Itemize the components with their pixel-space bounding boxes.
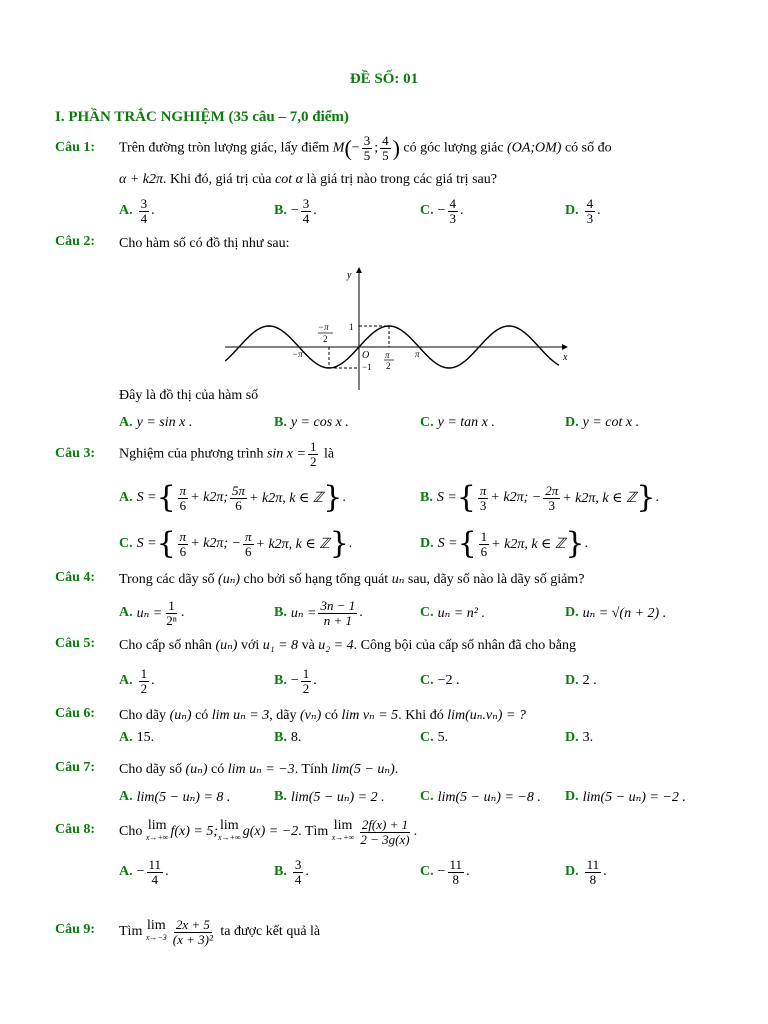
exam-title: ĐỀ SỐ: 01 xyxy=(349,71,419,87)
question-text-part: Cho dãy số xyxy=(119,762,182,777)
option-b[interactable] xyxy=(274,408,349,438)
answer-row xyxy=(55,726,723,750)
numerator: 1 xyxy=(168,597,175,613)
option-text: uₙ = √(n + 2) . xyxy=(582,605,667,621)
fraction xyxy=(543,484,560,513)
option-b[interactable]: B. − $\frac{3}{4}$ . xyxy=(274,195,317,226)
lim-word: lim xyxy=(333,818,353,833)
math-expr: f(x) = 5; xyxy=(170,824,219,839)
question-7 xyxy=(55,756,723,810)
fraction xyxy=(243,530,254,559)
question-text-part: sau, dãy số nào là dãy số giảm? xyxy=(407,572,585,587)
option-label: D. xyxy=(565,203,579,218)
option-b[interactable]: B. $\frac{3}{4}$ . xyxy=(274,856,309,887)
fraction xyxy=(301,197,312,226)
question-label: Câu 3: xyxy=(55,446,96,461)
denominator: 6 xyxy=(480,543,488,559)
option-label: C. xyxy=(420,789,434,804)
math-expr: lim uₙ = −3 xyxy=(227,762,295,777)
numerator: 11 xyxy=(449,856,463,872)
option-text: 5. xyxy=(437,730,449,745)
question-text-part: cho bởi số hạng tổng quát xyxy=(243,572,389,587)
option-c[interactable] xyxy=(420,782,541,812)
math-expr: α + k2π xyxy=(119,172,164,187)
fraction xyxy=(301,667,312,696)
set-prefix: S = xyxy=(437,536,458,551)
lim-word: lim xyxy=(146,918,166,933)
question-8 xyxy=(55,812,723,892)
numerator: 2π xyxy=(545,482,559,498)
option-b[interactable]: B. − $\frac{1}{2}$ . xyxy=(274,665,317,696)
question-text-part: . Khi đó xyxy=(398,708,444,723)
option-text: 15. xyxy=(136,730,155,745)
answer-row xyxy=(55,526,723,562)
question-text-part: ta được kết quả là xyxy=(220,924,321,939)
question-label: Câu 8: xyxy=(55,822,96,837)
question-text xyxy=(119,910,723,954)
option-label: D. xyxy=(565,864,579,879)
option-text: uₙ = n² . xyxy=(437,605,485,621)
option-label: B. xyxy=(274,673,287,688)
denominator: 2ⁿ xyxy=(166,612,177,628)
option-label: B. xyxy=(274,730,287,745)
question-label: Câu 1: xyxy=(55,140,96,155)
math-expr: sin x = xyxy=(266,446,306,462)
x-axis-label: x xyxy=(563,352,568,363)
origin-label: O xyxy=(362,350,370,361)
numerator: π xyxy=(179,482,187,498)
question-text-part: có góc lượng giác xyxy=(403,140,504,156)
option-label: A. xyxy=(119,490,133,505)
option-label: C. xyxy=(119,536,133,551)
option-a[interactable] xyxy=(119,726,154,750)
fraction xyxy=(139,197,150,226)
option-label: A. xyxy=(119,673,133,688)
option-label: C. xyxy=(420,673,434,688)
option-c[interactable] xyxy=(420,726,448,750)
limit-operator xyxy=(146,920,167,944)
option-c[interactable] xyxy=(420,666,460,696)
math-expr: u₁ = 8 xyxy=(262,638,299,653)
question-text-part: có xyxy=(324,708,338,723)
answer-row xyxy=(55,480,723,516)
tick-label: π xyxy=(385,350,390,360)
point-name: M xyxy=(332,140,345,156)
option-a[interactable]: A. S = { $\frac{\pi}{6}$ + k2π; $\frac{5\pi}{6}$ + k2π, k ∈ ℤ } . xyxy=(119,480,346,515)
question-4 xyxy=(55,568,723,632)
denominator: 6 xyxy=(235,497,242,513)
question-label: Câu 7: xyxy=(55,760,96,775)
set-prefix: S = xyxy=(136,490,157,505)
option-d[interactable] xyxy=(565,408,639,438)
question-label: Câu 5: xyxy=(55,636,96,651)
denominator: 3 xyxy=(548,497,555,513)
math-expr: uₙ = xyxy=(136,605,163,621)
question-text-part: . Công bội của cấp số nhân đã cho bằng xyxy=(353,638,576,653)
numerator: 3 xyxy=(363,133,371,148)
math-expr: (uₙ) xyxy=(218,572,241,587)
fraction xyxy=(448,197,459,226)
math-expr: + k2π; − xyxy=(190,536,241,551)
math-expr: cot α xyxy=(275,172,303,187)
math-expr: + k2π; − xyxy=(490,490,542,505)
option-d[interactable]: D. $\frac{4}{3}$ . xyxy=(565,195,601,226)
math-expr: + k2π, k ∈ ℤ xyxy=(491,536,566,552)
math-expr: (uₙ) xyxy=(185,762,208,777)
fraction xyxy=(164,599,179,628)
question-text-part: . Khi đó, giá trị của xyxy=(163,172,272,187)
option-label: B. xyxy=(420,490,433,505)
option-label: B. xyxy=(274,415,287,430)
option-label: C. xyxy=(420,415,434,430)
numerator: 5π xyxy=(232,482,246,498)
brace: { xyxy=(457,526,477,561)
brace: { xyxy=(156,526,176,561)
sign: − xyxy=(437,864,446,879)
denominator: 4 xyxy=(140,210,148,226)
numerator: π xyxy=(479,482,487,498)
denominator: 3 xyxy=(586,210,594,226)
numerator: 3n − 1 xyxy=(320,597,356,613)
option-label: D. xyxy=(565,789,579,804)
denominator: 5 xyxy=(382,148,389,163)
numerator: 11 xyxy=(148,856,162,872)
question-text-part: là xyxy=(323,446,335,462)
question-text-part: Cho cấp số nhân xyxy=(119,638,212,653)
option-d[interactable]: D. $\frac{11}{8}$ . xyxy=(565,856,607,887)
option-label: D. xyxy=(565,730,579,745)
function-graph xyxy=(225,266,575,391)
denominator: 3 xyxy=(449,210,457,226)
question-text-part: . xyxy=(394,762,399,777)
math-expr: + k2π, k ∈ ℤ xyxy=(249,490,324,506)
fraction xyxy=(178,484,189,513)
question-3 xyxy=(55,440,723,566)
option-a[interactable]: A. $\frac{3}{4}$ . xyxy=(119,195,155,226)
option-label: D. xyxy=(565,605,579,620)
lim-word: lim xyxy=(147,818,167,833)
limit-operator xyxy=(218,820,241,844)
question-text-part: và xyxy=(301,638,315,653)
fraction xyxy=(358,818,411,847)
brace: } xyxy=(323,480,343,515)
denominator: 3 xyxy=(479,497,487,513)
option-label: C. xyxy=(420,864,434,879)
brace: } xyxy=(329,526,349,561)
denominator: 4 xyxy=(294,871,302,887)
section-title: I. PHẦN TRẮC NGHIỆM (35 câu – 7,0 điểm) xyxy=(55,109,349,125)
question-text-part: Nghiệm của phương trình xyxy=(119,446,264,462)
fraction xyxy=(308,440,319,469)
question-text: Cho hàm số có đồ thị như sau: xyxy=(119,236,290,251)
question-text-part: Trên đường tròn lượng giác, lấy điểm xyxy=(119,140,330,156)
lim-word: lim xyxy=(220,818,239,833)
limit-operator xyxy=(332,820,355,844)
option-b[interactable]: B. S = { $\frac{\pi}{3}$ + k2π; − $\frac{2\pi}{3}$ + k2π, k ∈ ℤ } . xyxy=(420,480,659,515)
set-prefix: S = xyxy=(436,490,457,505)
numerator: 4 xyxy=(586,195,594,211)
fraction xyxy=(380,134,391,163)
question-6 xyxy=(55,704,723,754)
option-label: A. xyxy=(119,415,133,430)
option-label: A. xyxy=(119,203,133,218)
fraction xyxy=(478,484,489,513)
option-label: C. xyxy=(420,730,434,745)
option-a[interactable]: A. − $\frac{11}{4}$ . xyxy=(119,856,169,887)
tick-label: π xyxy=(415,349,420,359)
denominator: 6 xyxy=(179,497,187,513)
math-expr: + k2π, k ∈ ℤ xyxy=(255,536,330,552)
question-text-part: . Tính xyxy=(294,762,328,777)
option-label: D. xyxy=(420,536,434,551)
tick-label: 2 xyxy=(323,334,328,344)
numerator: 4 xyxy=(382,133,389,148)
math-expr: g(x) = −2 xyxy=(242,824,299,839)
option-text: y = cos x . xyxy=(290,415,349,430)
numerator: 4 xyxy=(449,195,457,211)
option-d[interactable] xyxy=(565,666,597,696)
brace: { xyxy=(456,480,476,515)
question-text: Cho lim x→+∞ f(x) = 5; lim x→+∞ g(x) = −2 . Tìm lim x→+∞ $\frac{2f(x) + 1}{2 - 3g(x)}$ . xyxy=(119,816,418,847)
limit-operator xyxy=(146,820,169,844)
question-text-part: Cho xyxy=(119,824,143,839)
option-text: lim(5 − uₙ) = 2 . xyxy=(290,789,385,805)
question-text xyxy=(119,704,723,728)
math-expr: lim vₙ = 5 xyxy=(341,708,399,723)
fraction xyxy=(362,134,373,163)
denominator: 4 xyxy=(151,871,159,887)
answer-row xyxy=(55,408,723,438)
tick-label: −1 xyxy=(362,362,372,372)
answer-row xyxy=(55,855,723,889)
math-expr: lim uₙ = 3 xyxy=(211,708,270,723)
brace: } xyxy=(636,480,656,515)
question-text xyxy=(119,440,723,469)
math-expr: u₂ = 4 xyxy=(318,638,354,653)
option-label: A. xyxy=(119,605,133,620)
denominator: 2 xyxy=(309,454,317,469)
denominator: 8 xyxy=(589,871,597,887)
option-text: 2 . xyxy=(582,673,597,688)
denominator: (x + 3)² xyxy=(172,931,213,947)
denominator: 4 xyxy=(302,210,310,226)
paren: ( xyxy=(344,135,352,161)
numerator: 3 xyxy=(140,195,148,211)
question-label: Câu 6: xyxy=(55,706,96,721)
question-text-part: là giá trị nào trong các giá trị sau? xyxy=(306,172,497,187)
numerator: 2x + 5 xyxy=(175,916,210,932)
math-expr: lim(5 − uₙ) xyxy=(331,762,395,777)
numerator: 2f(x) + 1 xyxy=(361,816,409,832)
answer-row xyxy=(55,782,723,812)
fraction xyxy=(139,667,150,696)
question-label: Câu 9: xyxy=(55,922,96,937)
question-text-part: Tìm xyxy=(119,924,143,939)
fraction xyxy=(448,858,465,887)
fraction xyxy=(147,858,164,887)
option-c[interactable] xyxy=(420,408,495,438)
answer-row xyxy=(55,196,723,226)
tick-label: −π xyxy=(292,349,303,359)
numerator: 1 xyxy=(309,439,317,454)
question-text xyxy=(119,568,723,592)
math-expr: + k2π; xyxy=(190,490,229,505)
math-expr: uₙ xyxy=(391,572,405,587)
denominator: 2 xyxy=(140,680,148,696)
option-label: C. xyxy=(420,203,434,218)
question-1 xyxy=(55,134,723,230)
numerator: 1 xyxy=(480,528,488,544)
sign: − xyxy=(136,864,145,879)
option-a[interactable] xyxy=(119,408,192,438)
question-text-part: Trong các dãy số xyxy=(119,572,215,587)
math-expr: lim(uₙ.vₙ) = ? xyxy=(447,708,526,723)
fraction xyxy=(585,197,596,226)
denominator: 8 xyxy=(452,871,460,887)
option-a[interactable]: A. $\frac{1}{2}$ . xyxy=(119,665,155,696)
option-text: y = sin x . xyxy=(136,415,193,430)
denominator: 2 − 3g(x) xyxy=(360,831,410,847)
option-text: y = tan x . xyxy=(437,415,495,430)
angle-expr: (OA;OM) xyxy=(507,140,562,156)
question-text: Đây là đồ thị của hàm số xyxy=(119,388,259,403)
option-text: −2 . xyxy=(437,673,460,688)
question-text-part: với xyxy=(240,638,260,653)
numerator: 3 xyxy=(294,856,302,872)
question-text: Trên đường tròn lượng giác, lấy điểm M(− $\frac{3}{5}$ ; $\frac{4}{5}$ ) có góc lượng giác (OA;OM) có số đo xyxy=(119,133,612,163)
numerator: 1 xyxy=(302,665,310,681)
option-d[interactable] xyxy=(565,782,686,812)
option-text: lim(5 − uₙ) = −2 . xyxy=(582,789,686,805)
brace: { xyxy=(156,480,176,515)
option-label: B. xyxy=(274,789,287,804)
answer-row xyxy=(55,666,723,696)
option-text: lim(5 − uₙ) = −8 . xyxy=(437,789,541,805)
denominator: 2 xyxy=(302,680,310,696)
numerator: 3 xyxy=(302,195,310,211)
lim-sub: x→+∞ xyxy=(218,833,241,842)
option-c[interactable]: C. S = { $\frac{\pi}{6}$ + k2π; − $\frac{\pi}{6}$ + k2π, k ∈ ℤ } . xyxy=(119,526,353,561)
option-c[interactable]: C. − $\frac{11}{8}$ . xyxy=(420,856,470,887)
denominator: 6 xyxy=(244,543,252,559)
option-label: C. xyxy=(420,605,434,620)
option-text: lim(5 − uₙ) = 8 . xyxy=(136,789,231,805)
answer-row xyxy=(55,598,723,628)
question-label: Câu 2: xyxy=(55,234,96,249)
fraction xyxy=(293,858,304,887)
question-9 xyxy=(55,910,723,954)
set-prefix: S = xyxy=(136,536,157,551)
option-label: B. xyxy=(274,864,287,879)
option-b[interactable]: B. uₙ = $\frac{3n - 1}{n + 1}$ . xyxy=(274,597,363,628)
option-label: A. xyxy=(119,864,133,879)
math-expr: (uₙ) xyxy=(169,708,192,723)
question-text-part: có xyxy=(195,708,209,723)
option-d[interactable]: D. S = { $\frac{1}{6}$ + k2π, k ∈ ℤ } . xyxy=(420,526,588,561)
numerator: 11 xyxy=(586,856,600,872)
fraction xyxy=(230,484,247,513)
option-label: D. xyxy=(565,415,579,430)
sign: − xyxy=(290,203,299,218)
math-expr: (uₙ) xyxy=(215,638,238,653)
y-axis-label: y xyxy=(347,270,352,281)
denominator: n + 1 xyxy=(323,612,352,628)
question-text xyxy=(119,634,723,658)
lim-sub: x→+∞ xyxy=(331,833,355,842)
fraction xyxy=(171,918,215,947)
question-text-part: . Tìm xyxy=(298,824,329,839)
denominator: 6 xyxy=(179,543,187,559)
fraction xyxy=(585,858,602,887)
option-text: 8. xyxy=(290,730,302,745)
option-a[interactable] xyxy=(119,782,230,812)
numerator: π xyxy=(244,528,252,544)
option-c[interactable] xyxy=(420,598,485,628)
sign: − xyxy=(437,203,446,218)
option-label: A. xyxy=(119,730,133,745)
numerator: 1 xyxy=(140,665,148,681)
question-5 xyxy=(55,636,723,702)
numerator: π xyxy=(179,528,187,544)
tick-label: 1 xyxy=(349,322,354,332)
question-text-part: Cho dãy xyxy=(119,708,167,723)
question-text xyxy=(119,758,723,782)
question-text-part: có số đo xyxy=(564,140,612,156)
option-text: 3. xyxy=(582,730,594,745)
paren: ) xyxy=(392,135,400,161)
option-b[interactable] xyxy=(274,726,301,750)
option-label: D. xyxy=(565,673,579,688)
fraction xyxy=(178,530,189,559)
denominator: 5 xyxy=(363,148,371,163)
fraction xyxy=(318,599,357,628)
tick-label: −π xyxy=(318,322,329,332)
lim-sub: x→−3 xyxy=(145,933,167,942)
tick-label: 2 xyxy=(386,361,391,371)
option-d[interactable] xyxy=(565,598,666,628)
question-label: Câu 4: xyxy=(55,570,96,585)
fraction xyxy=(479,530,490,559)
option-text: y = cot x . xyxy=(582,415,640,430)
question-text-line2 xyxy=(119,168,723,192)
question-text-part: , dãy xyxy=(269,708,297,723)
option-label: B. xyxy=(274,203,287,218)
math-expr: uₙ = xyxy=(290,605,317,621)
brace: } xyxy=(565,526,585,561)
sign: − xyxy=(290,673,299,688)
math-expr: (vₙ) xyxy=(300,708,322,723)
option-b[interactable] xyxy=(274,782,385,812)
option-c[interactable]: C. − $\frac{4}{3}$ . xyxy=(420,195,464,226)
option-a[interactable]: A. uₙ = $\frac{1}{\text{2ⁿ}}$ . xyxy=(119,597,185,628)
lim-sub: x→+∞ xyxy=(145,833,169,842)
question-2 xyxy=(55,232,723,432)
option-label: A. xyxy=(119,789,133,804)
math-expr: + k2π, k ∈ ℤ xyxy=(562,490,637,506)
option-label: B. xyxy=(274,605,287,620)
question-text-part: có xyxy=(211,762,225,777)
option-d[interactable] xyxy=(565,726,593,750)
